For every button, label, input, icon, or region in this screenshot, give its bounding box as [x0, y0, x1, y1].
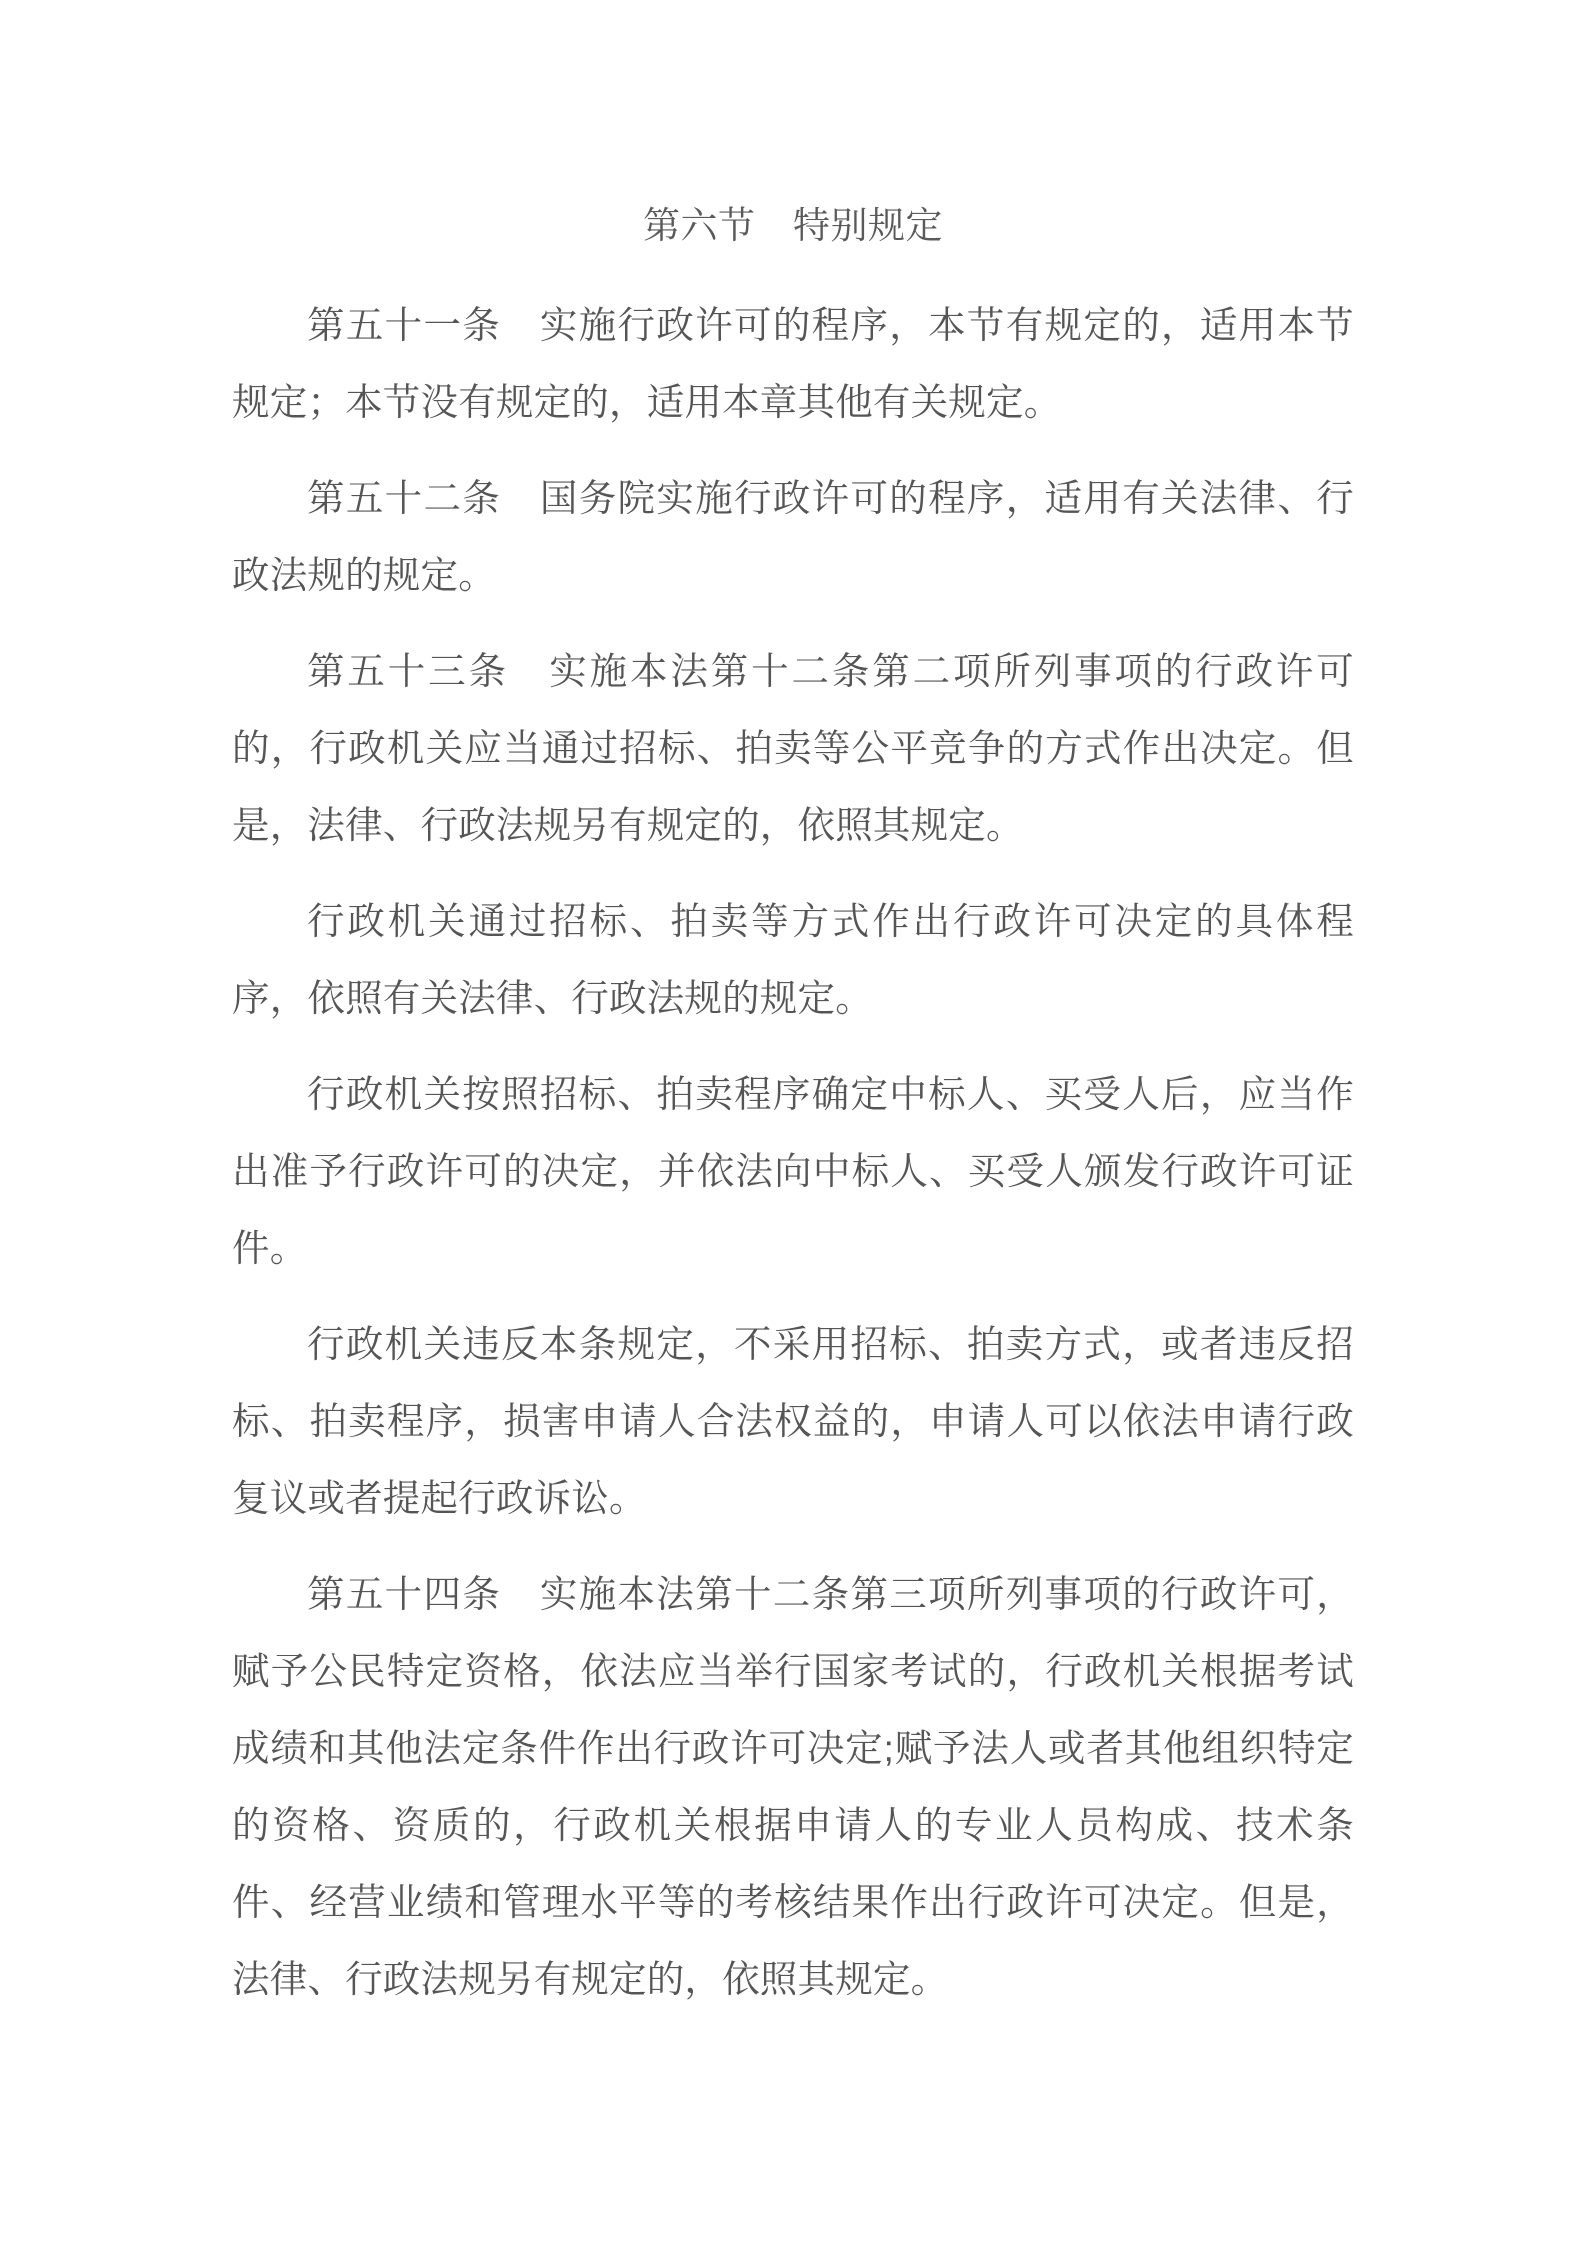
- paragraph-spacer: [232, 614, 1354, 633]
- paragraph-spacer: [232, 1037, 1354, 1056]
- paragraph-article-53-3: 行政机关按照招标、拍卖程序确定中标人、买受人后，应当作出准予行政许可的决定，并依法向中标人、买受人颁发行政许可证件。: [232, 1073, 1354, 1269]
- document-text-column: [232, 0, 1354, 2018]
- paragraph-article-52: 第五十二条 国务院实施行政许可的程序，适用有关法律、行政法规的规定。: [232, 477, 1354, 596]
- paragraph-article-53-2: 行政机关通过招标、拍卖等方式作出行政许可决定的具体程序，依照有关法律、行政法规的规定。: [232, 900, 1354, 1019]
- paragraph-article-51: 第五十一条 实施行政许可的程序，本节有规定的，适用本节规定；本节没有规定的，适用本章其他有关规定。: [232, 304, 1354, 423]
- paragraph-spacer: [232, 441, 1354, 460]
- paragraph-spacer: [232, 864, 1354, 883]
- title-spacer: [232, 244, 1354, 287]
- paragraph-spacer: [232, 1537, 1354, 1556]
- paragraph-article-53: 第五十三条 实施本法第十二条第二项所列事项的行政许可的，行政机关应当通过招标、拍卖等公平竞争的方式作出决定。但是，法律、行政法规另有规定的，依照其规定。: [232, 650, 1354, 846]
- paragraph-spacer: [232, 1287, 1354, 1306]
- paragraph-article-54: 第五十四条 实施本法第十二条第三项所列事项的行政许可，赋予公民特定资格，依法应当举行国家考试的，行政机关根据考试成绩和其他法定条件作出行政许可决定;赋予法人或者其他组织特定的资格、资质的，行政机关根据申请人的专业人员构成、技术条件、经营业绩和管理水平等的考核结果作出行政许可决定。但是，法律、行政法规另有规定的，依照其规定。: [232, 1573, 1354, 2000]
- paragraph-article-53-4: 行政机关违反本条规定，不采用招标、拍卖方式，或者违反招标、拍卖程序，损害申请人合法权益的，申请人可以依法申请行政复议或者提起行政诉讼。: [232, 1323, 1354, 1519]
- page-title: 第六节 特别规定: [643, 205, 943, 246]
